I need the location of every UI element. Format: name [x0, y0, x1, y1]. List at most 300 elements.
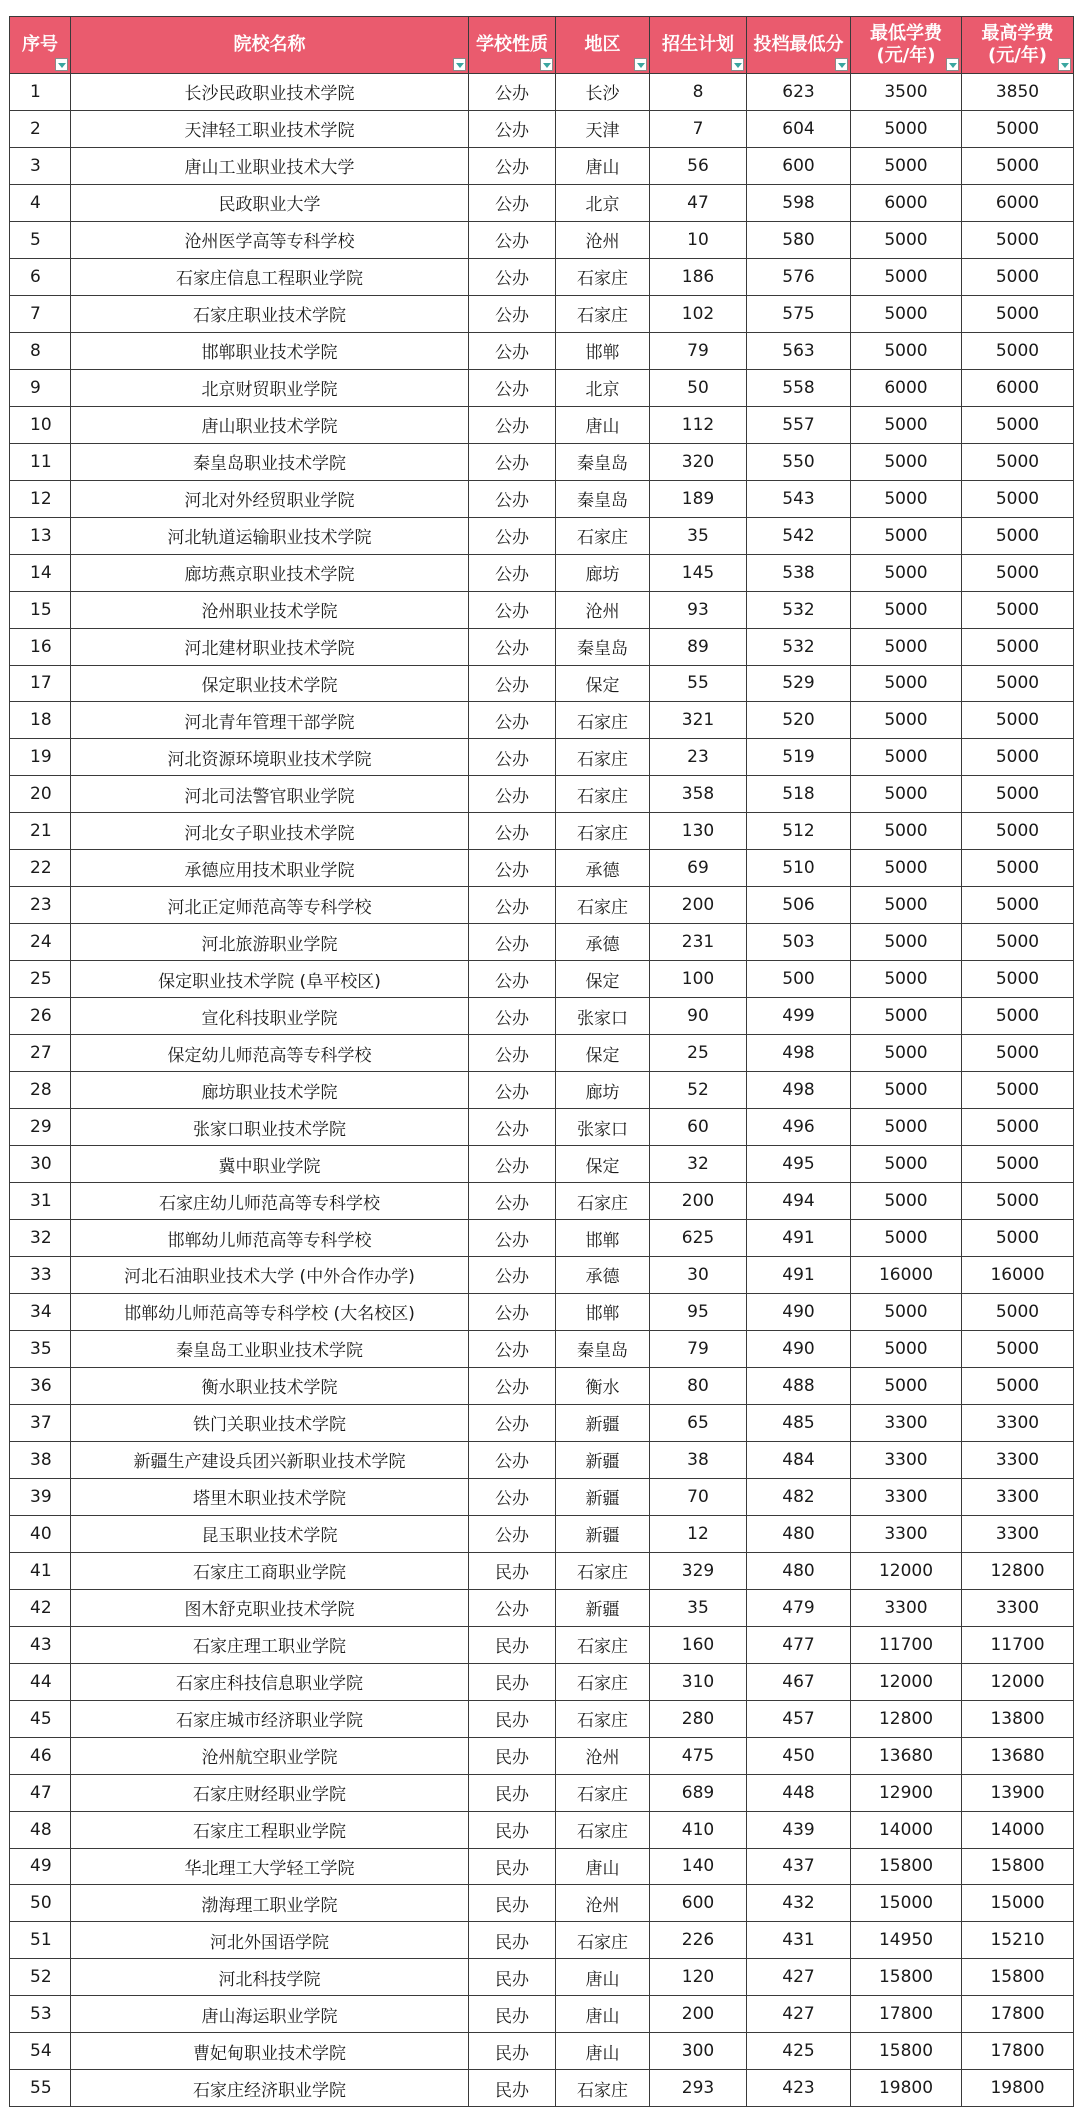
cell-max-tuition: 13800	[962, 1700, 1074, 1737]
cell-min-tuition: 5000	[851, 258, 962, 295]
cell-max-tuition: 5000	[962, 1220, 1074, 1257]
cell-max-tuition: 5000	[962, 480, 1074, 517]
cell-min-tuition: 5000	[851, 591, 962, 628]
column-header-region	[556, 17, 650, 74]
cell-index: 48	[10, 1811, 71, 1848]
cell-min-tuition: 12000	[851, 1663, 962, 1700]
cell-enroll-plan: 30	[650, 1257, 747, 1294]
cell-min-score: 437	[747, 1848, 851, 1885]
table-row	[10, 591, 1074, 628]
cell-school-name: 民政职业大学	[71, 184, 469, 221]
cell-min-tuition: 19800	[851, 2070, 962, 2107]
column-header-enroll-plan	[650, 17, 747, 74]
table-row	[10, 1774, 1074, 1811]
cell-max-tuition: 5000	[962, 147, 1074, 184]
column-header-label: 地区	[584, 34, 621, 55]
cell-max-tuition: 15210	[962, 1922, 1074, 1959]
cell-region: 石家庄	[556, 702, 650, 739]
cell-school-type: 民办	[469, 1885, 556, 1922]
cell-region: 石家庄	[556, 1183, 650, 1220]
table-row	[10, 1072, 1074, 1109]
cell-enroll-plan: 358	[650, 776, 747, 813]
cell-enroll-plan: 38	[650, 1441, 747, 1478]
cell-region: 张家口	[556, 998, 650, 1035]
cell-min-score: 427	[747, 1996, 851, 2033]
table-row	[10, 665, 1074, 702]
header-row	[10, 17, 1074, 74]
cell-region: 新疆	[556, 1478, 650, 1515]
cell-min-tuition: 5000	[851, 1109, 962, 1146]
cell-min-score: 538	[747, 554, 851, 591]
cell-school-name: 河北轨道运输职业技术学院	[71, 517, 469, 554]
cell-school-name: 秦皇岛工业职业技术学院	[71, 1330, 469, 1367]
cell-school-type: 民办	[469, 1774, 556, 1811]
cell-index: 10	[10, 406, 71, 443]
cell-region: 沧州	[556, 591, 650, 628]
table-row	[10, 443, 1074, 480]
cell-enroll-plan: 23	[650, 739, 747, 776]
cell-school-name: 唐山职业技术学院	[71, 406, 469, 443]
cell-school-name: 铁门关职业技术学院	[71, 1404, 469, 1441]
cell-min-score: 450	[747, 1737, 851, 1774]
table-row	[10, 1257, 1074, 1294]
cell-region: 石家庄	[556, 739, 650, 776]
cell-region: 天津	[556, 110, 650, 147]
cell-index: 1	[10, 74, 71, 111]
cell-max-tuition: 5000	[962, 332, 1074, 369]
cell-index: 41	[10, 1552, 71, 1589]
cell-index: 23	[10, 887, 71, 924]
cell-max-tuition: 3300	[962, 1589, 1074, 1626]
cell-min-score: 520	[747, 702, 851, 739]
table-row	[10, 554, 1074, 591]
cell-min-tuition: 15800	[851, 1959, 962, 1996]
cell-max-tuition: 5000	[962, 443, 1074, 480]
cell-index: 4	[10, 184, 71, 221]
table-row	[10, 1515, 1074, 1552]
cell-min-tuition: 5000	[851, 1367, 962, 1404]
cell-min-score: 477	[747, 1626, 851, 1663]
cell-max-tuition: 5000	[962, 813, 1074, 850]
cell-min-score: 598	[747, 184, 851, 221]
cell-school-name: 沧州职业技术学院	[71, 591, 469, 628]
cell-index: 34	[10, 1293, 71, 1330]
cell-region: 廊坊	[556, 1072, 650, 1109]
cell-school-name: 廊坊燕京职业技术学院	[71, 554, 469, 591]
cell-min-tuition: 5000	[851, 961, 962, 998]
cell-min-score: 490	[747, 1293, 851, 1330]
cell-school-name: 昆玉职业技术学院	[71, 1515, 469, 1552]
table-row	[10, 110, 1074, 147]
cell-region: 石家庄	[556, 1700, 650, 1737]
cell-region: 石家庄	[556, 1922, 650, 1959]
cell-enroll-plan: 293	[650, 2070, 747, 2107]
cell-min-tuition: 3300	[851, 1515, 962, 1552]
cell-max-tuition: 5000	[962, 517, 1074, 554]
cell-enroll-plan: 112	[650, 406, 747, 443]
cell-index: 32	[10, 1220, 71, 1257]
cell-index: 17	[10, 665, 71, 702]
cell-max-tuition: 6000	[962, 369, 1074, 406]
table-row	[10, 1811, 1074, 1848]
table-row	[10, 1848, 1074, 1885]
cell-region: 唐山	[556, 1996, 650, 2033]
filter-dropdown-icon[interactable]	[731, 58, 744, 71]
cell-index: 20	[10, 776, 71, 813]
cell-max-tuition: 5000	[962, 628, 1074, 665]
cell-min-tuition: 5000	[851, 1220, 962, 1257]
column-header-label: 院校名称	[233, 34, 306, 55]
cell-min-tuition: 12800	[851, 1700, 962, 1737]
cell-index: 28	[10, 1072, 71, 1109]
cell-index: 39	[10, 1478, 71, 1515]
cell-max-tuition: 5000	[962, 295, 1074, 332]
cell-school-type: 公办	[469, 1367, 556, 1404]
cell-min-tuition: 5000	[851, 517, 962, 554]
cell-max-tuition: 5000	[962, 1035, 1074, 1072]
table-row	[10, 406, 1074, 443]
cell-region: 保定	[556, 665, 650, 702]
cell-school-name: 新疆生产建设兵团兴新职业技术学院	[71, 1441, 469, 1478]
table-row	[10, 147, 1074, 184]
cell-min-tuition: 5000	[851, 480, 962, 517]
cell-max-tuition: 5000	[962, 1367, 1074, 1404]
cell-index: 31	[10, 1183, 71, 1220]
table-row	[10, 1478, 1074, 1515]
cell-school-name: 河北对外经贸职业学院	[71, 480, 469, 517]
cell-min-score: 604	[747, 110, 851, 147]
column-header-label: 最低学费 (元/年)	[870, 23, 942, 66]
cell-min-score: 457	[747, 1700, 851, 1737]
table-row	[10, 1626, 1074, 1663]
cell-max-tuition: 5000	[962, 221, 1074, 258]
cell-enroll-plan: 35	[650, 517, 747, 554]
cell-enroll-plan: 60	[650, 1109, 747, 1146]
cell-max-tuition: 5000	[962, 1183, 1074, 1220]
cell-school-name: 河北正定师范高等专科学校	[71, 887, 469, 924]
cell-school-type: 公办	[469, 665, 556, 702]
cell-school-type: 公办	[469, 1441, 556, 1478]
cell-school-type: 民办	[469, 1959, 556, 1996]
cell-min-score: 600	[747, 147, 851, 184]
cell-school-name: 邯郸职业技术学院	[71, 332, 469, 369]
filter-dropdown-icon[interactable]	[540, 58, 553, 71]
cell-min-tuition: 5000	[851, 1330, 962, 1367]
cell-region: 衡水	[556, 1367, 650, 1404]
column-header-label: 序号	[22, 34, 58, 55]
cell-region: 唐山	[556, 1848, 650, 1885]
cell-enroll-plan: 310	[650, 1663, 747, 1700]
cell-school-name: 河北旅游职业学院	[71, 924, 469, 961]
cell-region: 邯郸	[556, 332, 650, 369]
cell-region: 保定	[556, 961, 650, 998]
cell-enroll-plan: 600	[650, 1885, 747, 1922]
cell-min-tuition: 5000	[851, 110, 962, 147]
table-row	[10, 628, 1074, 665]
cell-min-tuition: 5000	[851, 295, 962, 332]
cell-school-name: 曹妃甸职业技术学院	[71, 2033, 469, 2070]
cell-school-name: 冀中职业学院	[71, 1146, 469, 1183]
cell-school-type: 公办	[469, 1330, 556, 1367]
cell-school-type: 公办	[469, 1146, 556, 1183]
cell-min-score: 499	[747, 998, 851, 1035]
cell-school-type: 民办	[469, 2070, 556, 2107]
table-row	[10, 1996, 1074, 2033]
cell-school-name: 沧州航空职业学院	[71, 1737, 469, 1774]
cell-school-name: 河北青年管理干部学院	[71, 702, 469, 739]
cell-region: 石家庄	[556, 1626, 650, 1663]
column-header-max-tuition	[962, 17, 1074, 74]
table-row	[10, 74, 1074, 111]
cell-school-name: 秦皇岛职业技术学院	[71, 443, 469, 480]
filter-dropdown-icon[interactable]	[946, 58, 959, 71]
cell-min-score: 484	[747, 1441, 851, 1478]
cell-school-type: 公办	[469, 887, 556, 924]
table-row	[10, 258, 1074, 295]
table-row	[10, 1146, 1074, 1183]
cell-min-tuition: 16000	[851, 1257, 962, 1294]
cell-min-tuition: 17800	[851, 1996, 962, 2033]
cell-school-type: 民办	[469, 1922, 556, 1959]
cell-enroll-plan: 200	[650, 887, 747, 924]
cell-school-name: 宣化科技职业学院	[71, 998, 469, 1035]
cell-enroll-plan: 90	[650, 998, 747, 1035]
table-row	[10, 850, 1074, 887]
cell-min-score: 491	[747, 1220, 851, 1257]
cell-enroll-plan: 200	[650, 1996, 747, 2033]
cell-index: 46	[10, 1737, 71, 1774]
filter-dropdown-icon[interactable]	[835, 58, 848, 71]
cell-min-tuition: 14000	[851, 1811, 962, 1848]
cell-school-type: 公办	[469, 961, 556, 998]
cell-min-tuition: 5000	[851, 776, 962, 813]
cell-min-score: 498	[747, 1072, 851, 1109]
cell-max-tuition: 5000	[962, 258, 1074, 295]
cell-region: 石家庄	[556, 295, 650, 332]
cell-max-tuition: 5000	[962, 1146, 1074, 1183]
cell-school-name: 石家庄城市经济职业学院	[71, 1700, 469, 1737]
cell-max-tuition: 5000	[962, 739, 1074, 776]
cell-min-tuition: 14950	[851, 1922, 962, 1959]
cell-region: 保定	[556, 1035, 650, 1072]
cell-min-tuition: 5000	[851, 887, 962, 924]
cell-school-type: 公办	[469, 1220, 556, 1257]
cell-school-name: 唐山工业职业技术大学	[71, 147, 469, 184]
cell-max-tuition: 5000	[962, 776, 1074, 813]
cell-enroll-plan: 320	[650, 443, 747, 480]
cell-min-score: 479	[747, 1589, 851, 1626]
cell-min-score: 467	[747, 1663, 851, 1700]
cell-index: 5	[10, 221, 71, 258]
filter-dropdown-icon[interactable]	[1058, 58, 1071, 71]
cell-min-tuition: 5000	[851, 332, 962, 369]
cell-region: 石家庄	[556, 517, 650, 554]
cell-min-tuition: 12000	[851, 1552, 962, 1589]
cell-max-tuition: 3850	[962, 74, 1074, 111]
cell-enroll-plan: 79	[650, 332, 747, 369]
cell-school-name: 河北资源环境职业技术学院	[71, 739, 469, 776]
cell-enroll-plan: 70	[650, 1478, 747, 1515]
cell-school-name: 渤海理工职业学院	[71, 1885, 469, 1922]
cell-min-tuition: 3300	[851, 1589, 962, 1626]
cell-school-type: 公办	[469, 850, 556, 887]
cell-enroll-plan: 120	[650, 1959, 747, 1996]
cell-min-tuition: 15800	[851, 2033, 962, 2070]
table-row	[10, 1959, 1074, 1996]
cell-min-score: 576	[747, 258, 851, 295]
cell-min-tuition: 5000	[851, 406, 962, 443]
cell-enroll-plan: 475	[650, 1737, 747, 1774]
cell-school-type: 公办	[469, 369, 556, 406]
cell-index: 22	[10, 850, 71, 887]
cell-max-tuition: 17800	[962, 2033, 1074, 2070]
cell-index: 45	[10, 1700, 71, 1737]
cell-enroll-plan: 321	[650, 702, 747, 739]
cell-school-type: 公办	[469, 813, 556, 850]
cell-enroll-plan: 145	[650, 554, 747, 591]
cell-min-tuition: 5000	[851, 850, 962, 887]
cell-school-name: 长沙民政职业技术学院	[71, 74, 469, 111]
cell-school-name: 河北石油职业技术大学 (中外合作办学)	[71, 1257, 469, 1294]
cell-region: 唐山	[556, 406, 650, 443]
cell-school-type: 民办	[469, 1626, 556, 1663]
cell-school-type: 公办	[469, 628, 556, 665]
cell-index: 12	[10, 480, 71, 517]
cell-region: 长沙	[556, 74, 650, 111]
cell-region: 石家庄	[556, 1774, 650, 1811]
cell-min-score: 529	[747, 665, 851, 702]
cell-min-tuition: 12900	[851, 1774, 962, 1811]
table-row	[10, 1367, 1074, 1404]
cell-enroll-plan: 55	[650, 665, 747, 702]
filter-dropdown-icon[interactable]	[453, 58, 466, 71]
cell-min-score: 519	[747, 739, 851, 776]
cell-min-tuition: 5000	[851, 1035, 962, 1072]
column-header-index	[10, 17, 71, 74]
cell-region: 北京	[556, 184, 650, 221]
cell-min-score: 580	[747, 221, 851, 258]
cell-enroll-plan: 329	[650, 1552, 747, 1589]
cell-max-tuition: 5000	[962, 702, 1074, 739]
cell-school-name: 保定职业技术学院	[71, 665, 469, 702]
cell-max-tuition: 13680	[962, 1737, 1074, 1774]
table-row	[10, 887, 1074, 924]
table-row	[10, 1663, 1074, 1700]
cell-min-score: 542	[747, 517, 851, 554]
cell-school-type: 公办	[469, 1109, 556, 1146]
cell-min-score: 550	[747, 443, 851, 480]
cell-region: 石家庄	[556, 813, 650, 850]
cell-max-tuition: 5000	[962, 554, 1074, 591]
table-row	[10, 1922, 1074, 1959]
cell-school-name: 沧州医学高等专科学校	[71, 221, 469, 258]
cell-region: 石家庄	[556, 887, 650, 924]
cell-max-tuition: 5000	[962, 924, 1074, 961]
cell-enroll-plan: 35	[650, 1589, 747, 1626]
cell-max-tuition: 11700	[962, 1626, 1074, 1663]
cell-index: 53	[10, 1996, 71, 2033]
cell-min-tuition: 5000	[851, 665, 962, 702]
cell-enroll-plan: 7	[650, 110, 747, 147]
cell-index: 8	[10, 332, 71, 369]
table-row	[10, 369, 1074, 406]
table-row	[10, 1183, 1074, 1220]
cell-min-score: 494	[747, 1183, 851, 1220]
cell-enroll-plan: 231	[650, 924, 747, 961]
cell-school-name: 天津轻工职业技术学院	[71, 110, 469, 147]
cell-school-type: 民办	[469, 1996, 556, 2033]
cell-enroll-plan: 32	[650, 1146, 747, 1183]
column-header-school-type	[469, 17, 556, 74]
cell-min-score: 427	[747, 1959, 851, 1996]
cell-school-name: 河北科技学院	[71, 1959, 469, 1996]
cell-max-tuition: 3300	[962, 1515, 1074, 1552]
cell-max-tuition: 5000	[962, 961, 1074, 998]
table-row	[10, 2070, 1074, 2107]
cell-index: 52	[10, 1959, 71, 1996]
cell-region: 石家庄	[556, 258, 650, 295]
cell-region: 秦皇岛	[556, 1330, 650, 1367]
cell-enroll-plan: 160	[650, 1626, 747, 1663]
cell-region: 张家口	[556, 1109, 650, 1146]
cell-index: 24	[10, 924, 71, 961]
cell-min-tuition: 5000	[851, 554, 962, 591]
cell-min-tuition: 5000	[851, 443, 962, 480]
cell-min-tuition: 5000	[851, 1293, 962, 1330]
cell-school-type: 民办	[469, 1700, 556, 1737]
cell-index: 6	[10, 258, 71, 295]
cell-min-score: 480	[747, 1552, 851, 1589]
cell-enroll-plan: 689	[650, 1774, 747, 1811]
cell-enroll-plan: 8	[650, 74, 747, 111]
cell-school-type: 公办	[469, 1589, 556, 1626]
cell-school-type: 公办	[469, 702, 556, 739]
cell-min-score: 491	[747, 1257, 851, 1294]
cell-enroll-plan: 50	[650, 369, 747, 406]
cell-min-score: 518	[747, 776, 851, 813]
cell-index: 42	[10, 1589, 71, 1626]
cell-enroll-plan: 280	[650, 1700, 747, 1737]
cell-min-tuition: 3300	[851, 1441, 962, 1478]
cell-school-type: 公办	[469, 517, 556, 554]
cell-region: 承德	[556, 850, 650, 887]
cell-index: 25	[10, 961, 71, 998]
cell-index: 19	[10, 739, 71, 776]
table-row	[10, 1552, 1074, 1589]
cell-max-tuition: 12000	[962, 1663, 1074, 1700]
filter-dropdown-icon[interactable]	[55, 58, 68, 71]
table-row	[10, 739, 1074, 776]
cell-min-score: 532	[747, 628, 851, 665]
cell-region: 承德	[556, 1257, 650, 1294]
cell-enroll-plan: 47	[650, 184, 747, 221]
cell-school-name: 邯郸幼儿师范高等专科学校	[71, 1220, 469, 1257]
cell-index: 33	[10, 1257, 71, 1294]
cell-region: 新疆	[556, 1404, 650, 1441]
cell-max-tuition: 5000	[962, 1330, 1074, 1367]
table-row	[10, 2033, 1074, 2070]
cell-school-type: 民办	[469, 2033, 556, 2070]
table-row	[10, 776, 1074, 813]
table-row	[10, 1700, 1074, 1737]
cell-school-type: 公办	[469, 147, 556, 184]
column-header-label: 投档最低分	[753, 34, 844, 55]
filter-dropdown-icon[interactable]	[634, 58, 647, 71]
column-header-school-name	[71, 17, 469, 74]
cell-school-type: 公办	[469, 480, 556, 517]
cell-region: 沧州	[556, 221, 650, 258]
cell-school-name: 石家庄工商职业学院	[71, 1552, 469, 1589]
